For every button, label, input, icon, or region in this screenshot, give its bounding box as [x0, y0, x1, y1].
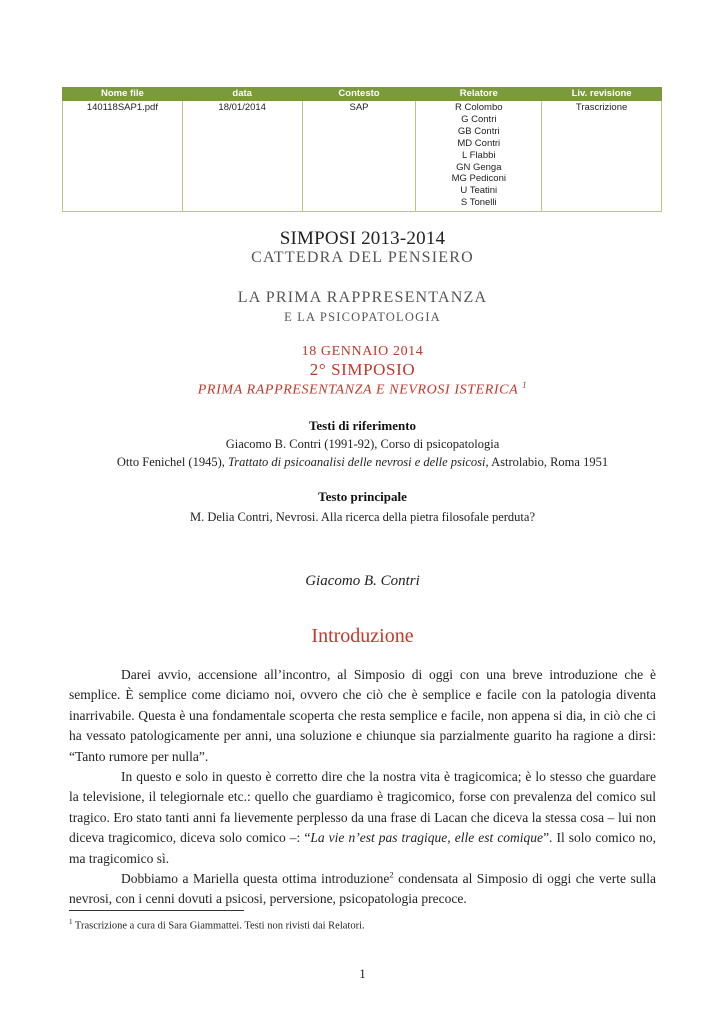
header-data: data [182, 88, 302, 101]
relatore-name: S Tonelli [460, 197, 497, 209]
references-heading: Testi di riferimento [308, 418, 417, 433]
cattedra-title: CATTEDRA DEL PENSIERO [251, 249, 474, 266]
simposi-title: SIMPOSI 2013-2014 [279, 228, 446, 249]
relatore-name: MG Pediconi [451, 173, 506, 185]
relatore-name: R Colombo [455, 102, 503, 113]
header-relatore: Relatore [416, 88, 542, 101]
footnote-number: 1 [69, 918, 73, 926]
symposium-subtitle [0, 380, 725, 399]
page-number: 1 [359, 966, 366, 981]
reference-publisher: , Astrolabio, Roma 1951 [485, 455, 609, 469]
section-title: Introduzione [311, 625, 414, 647]
relatore-name: GB Contri [457, 125, 500, 137]
relatore-name: L Flabbi [462, 149, 496, 161]
footnote-ref-2[interactable]: 2 [389, 869, 394, 880]
cell-data: 18/01/2014 [182, 101, 302, 212]
footnote-text: Trascrizione a cura di Sara Giammattei. Testi non rivisti dai Relatori. [72, 920, 365, 932]
paragraph-1: Darei avvio, accensione all’incontro, al Simposio di oggi con una breve introduzione che è semplice. È semplice come diciamo noi, ovvero che ciò che è semplice e facile con la patologia diventa inarrivabile. Questa è una fondamentale scoperta che resta semplice e facile, non appena si dia, in ciò che ci ha vessato patologicamente per anni, una soluzione e chiunque sia parzialmente guarito ha ragione a dirsi: “Tanto rumore per nulla”. [69, 667, 656, 764]
metadata-row [63, 101, 662, 212]
cell-contesto: SAP [302, 101, 416, 212]
cell-relatore [416, 101, 542, 212]
header-liv-revisione: Liv. revisione [542, 88, 662, 101]
cell-liv-revisione: Trascrizione [542, 101, 662, 212]
paragraph-2-end: ”. Il solo comico no, ma tragicomico sì. [69, 830, 657, 866]
paragraph-3-end: condensata al Simposio di oggi che verte sulla nevrosi, con i cenni dovuti a psicosi, perversione, psicopatologia precoce. [69, 871, 656, 907]
metadata-header-row [63, 88, 662, 101]
footnote [69, 918, 365, 932]
symposium-subtitle-text: PRIMA RAPPRESENTANZA E NEVROSI ISTERICA [197, 382, 518, 398]
body-text [69, 665, 656, 910]
reference-author: Otto Fenichel (1945), [116, 455, 228, 469]
main-text-line: M. Delia Contri, Nevrosi. Alla ricerca della pietra filosofale perduta? [189, 510, 535, 524]
relatore-name: GN Genga [456, 161, 502, 173]
main-text-heading: Testo principale [318, 489, 407, 504]
header-nome-file: Nome file [63, 88, 183, 101]
reference-line-1: Giacomo B. Contri (1991-92), Corso di psicopatologia [225, 437, 500, 451]
relatore-name: U Teatini [460, 185, 498, 197]
lacan-quote: La vie n’est pas tragique, elle est comique [310, 830, 544, 846]
cell-nome-file: 140118SAP1.pdf [63, 101, 183, 212]
symposium-number: 2° SIMPOSIO [309, 360, 416, 379]
symposium-date: 18 GENNAIO 2014 [301, 344, 424, 359]
footnote-divider [69, 910, 244, 911]
paragraph-2 [69, 767, 656, 869]
relatore-name: MD Contri [457, 137, 501, 149]
footnote-ref-1[interactable]: 1 [522, 380, 528, 390]
reference-line-2 [0, 455, 725, 470]
paragraph-3 [69, 869, 656, 910]
paragraph-3-text: Dobbiamo a Mariella questa ottima introduzione [121, 871, 390, 887]
metadata-table [62, 87, 662, 212]
header-contesto: Contesto [302, 88, 416, 101]
prima-rappresentanza-title: LA PRIMA RAPPRESENTANZA [237, 289, 488, 306]
author-name: Giacomo B. Contri [305, 573, 420, 589]
reference-book-title: Trattato di psicoanalisi delle nevrosi e delle psicosi [228, 455, 486, 469]
relatore-name: G Contri [461, 113, 497, 125]
psicopatologia-subtitle: E LA PSICOPATOLOGIA [284, 310, 441, 324]
paragraph-2-text: In questo e solo in questo è corretto dire che la nostra vita è tragicomica; è lo stesso che guardare la televisione, il telegiornale etc.: quello che guardiamo è tragicomico, forse con prevalenza del comico sul tragico. Ero stato tanti anni fa lievemente perplesso da una frase di Lacan che diceva la stessa cosa – lui non diceva tragicomico, diceva solo comico –: “ [69, 769, 656, 846]
